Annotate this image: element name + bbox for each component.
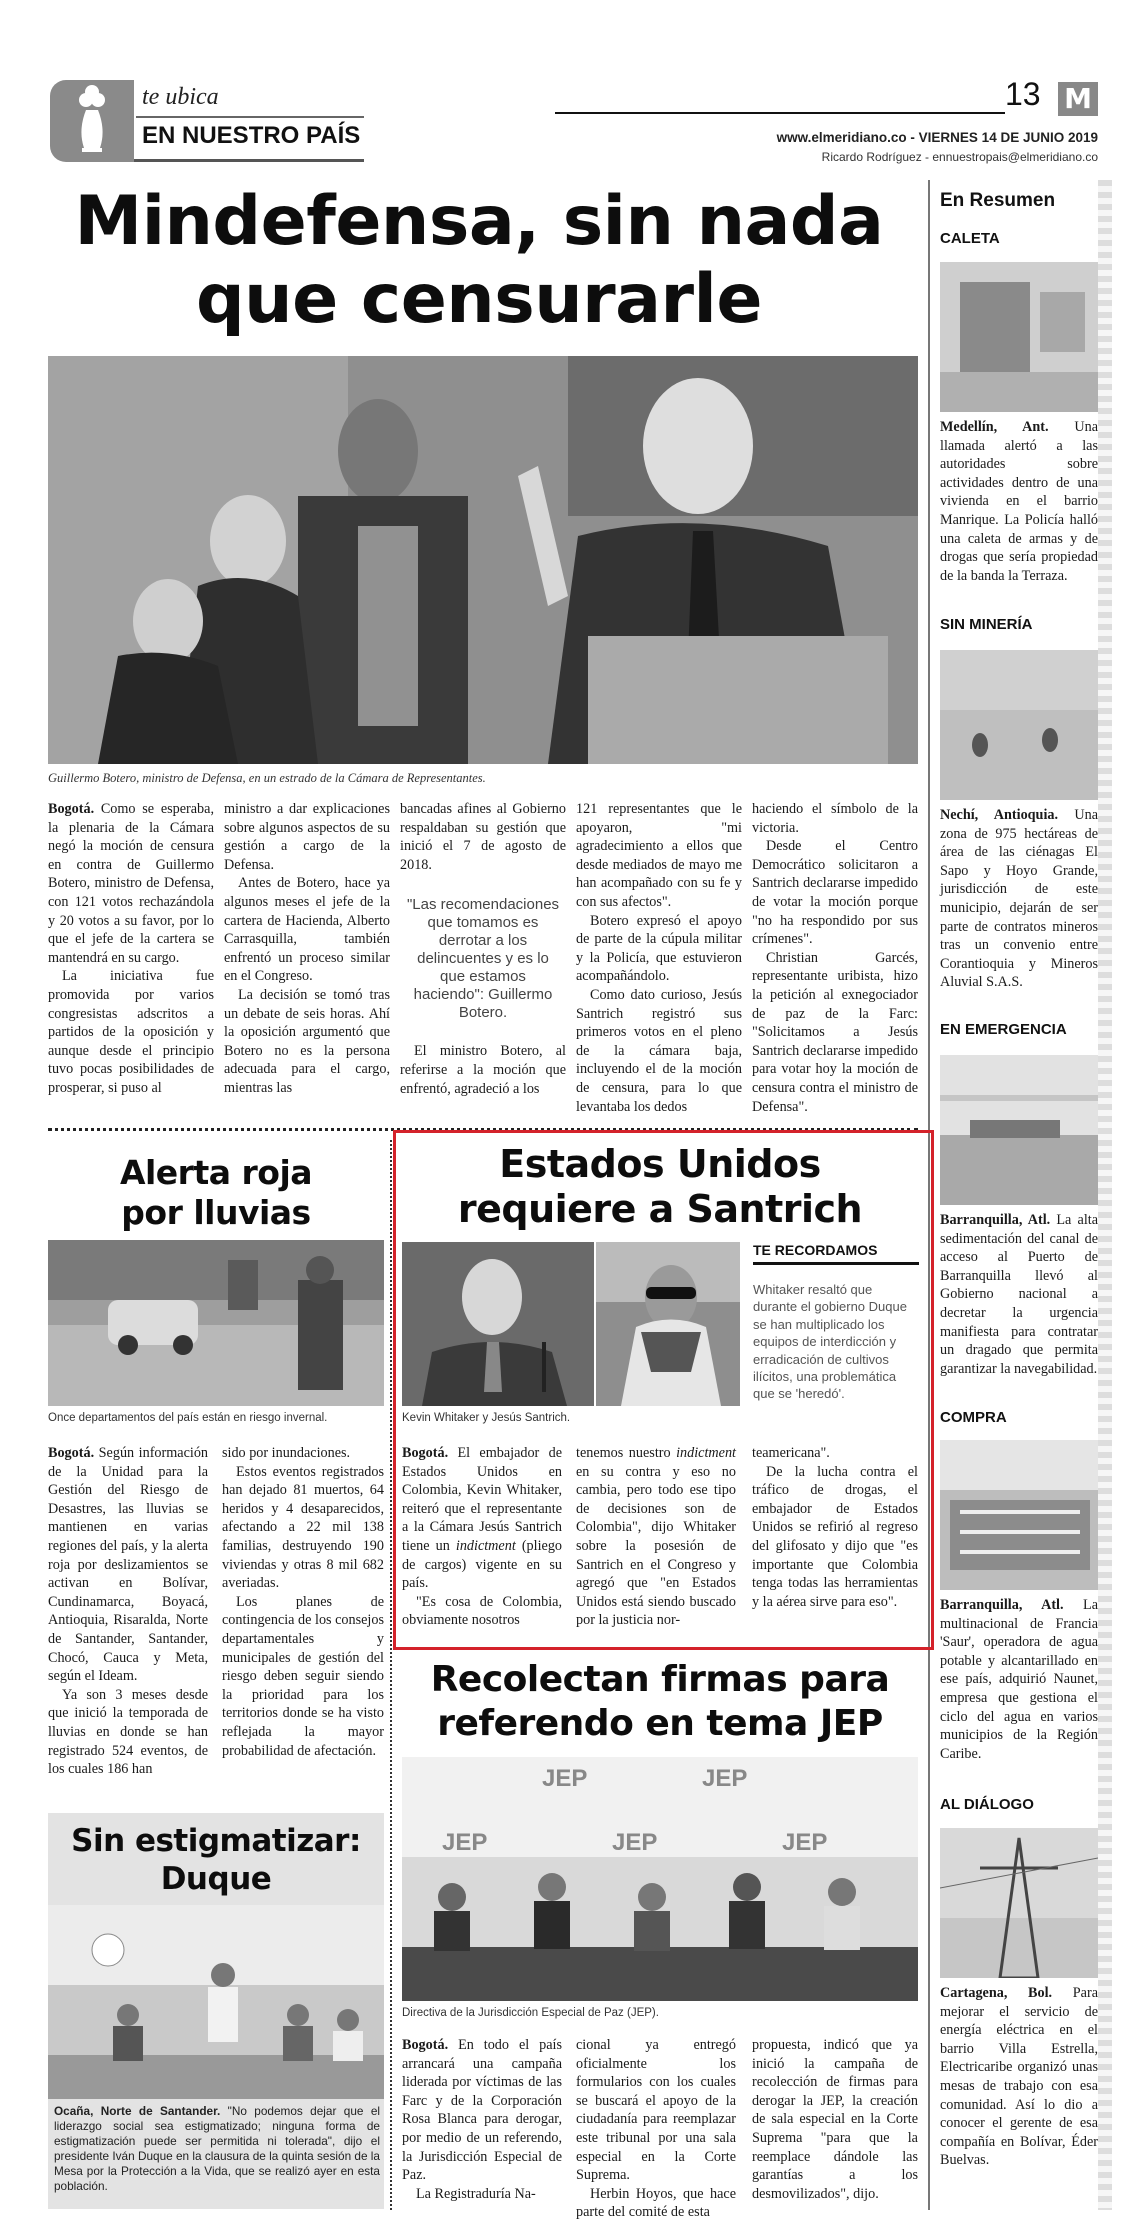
jep-column-2: cional ya entregó oficialmente los formularios con los cuales se buscará el apoyo de la ciudadanía para reemplazar este tribunal por una sala especial en la Corte Suprema. Herbin Hoyos, que hace parte del comité de esta [576,2037,736,2221]
santrich-column-3: teamericana". De la lucha contra el tráfico de drogas, el embajador de Estados Unidos se refirió al regreso del glifosato y dijo que "es importante que Colombia tenga todas las herramientas y la aérea sirve para eso". [752,1445,918,1610]
jep-banner-text: JEP [702,1765,748,1792]
sidebar-item-caleta-label: CALETA [940,230,1000,247]
column-divider [390,1140,392,2210]
page-number: 13 [1005,76,1041,112]
duque-caption: Ocaña, Norte de Santander. "No podemos dejar que el liderazgo social sea estigmatizado; ninguna forma de estigmatización puede ser permitida ni tolerada", dijo el presidente Iván Duque en la clausura de la quinta sesión de la Mesa por la Protección a la Vida, que se realizó ayer en esta población. [54,2104,380,2193]
jep-photo [402,1757,918,2001]
jep-caption: Directiva de la Jurisdicción Especial de Paz (JEP). [402,2007,659,2019]
section-kicker: te ubica [142,84,219,110]
sidebar-item-mineria-label: SIN MINERÍA [940,616,1033,633]
jep-headline: Recolectan firmas para referendo en tema JEP [430,1659,890,1744]
main-column-3: bancadas afines al Gobierno respaldaban su gestión que inició el 7 de agosto de 2018. "Las recomendaciones que tomamos es derrotar a los delincuentes y es lo que estamos haciendo": Guillermo Botero. El ministro Botero, al referirse a la moción que enfrentó, agradeció a los [400,801,566,1097]
jep-banner-text: JEP [612,1829,658,1856]
alerta-headline: Alerta roja por lluvias [119,1153,313,1232]
sidebar-item-compra-photo [940,1440,1098,1590]
brand-mark: M [1058,82,1098,116]
te-recordamos-text: Whitaker resaltó que durante el gobierno Duque se han multiplicado los equipos de interdicción y erradicación de cultivos ilícitos, una problemática que se 'heredó'. [753,1282,907,1402]
sidebar-item-caleta-photo [940,262,1098,412]
main-column-1: Bogotá. Como se esperaba, la plenaria de la Cámara negó la moción de censura en contra de Guillermo Botero, ministro de Defensa, con 121 votos rechazándola y 20 votos a su favor, por lo que el jefe de la cartera se mantendrá en su cargo. La iniciativa fue promovida por varios congresistas adscritos a partidos de la oposición y aunque desde el principio tuvo pocas posibilidades de prosperar, si puso al [48,801,214,1096]
te-recordamos-sidebar [753,1242,919,1403]
header-rule [555,112,1005,114]
site-date: www.elmeridiano.co - VIERNES 14 DE JUNIO 2019 [776,130,1098,145]
vase-logo-icon [50,80,134,162]
alerta-column-2: sido por inundaciones. Estos eventos registrados han dejado 81 muertos, 64 heridos y 4 desaparecidos, afectando a 22 mil 138 familias, destruyendo 190 viviendas y otras 8 mil 682 averiadas. Los planes de contingencia de los consejos departamentales y municipales de gestión del riesgo deben seguir siendo la prioridad para los territorios donde se ha visto reflejada la mayor probabilidad de afectación. [222,1445,384,1759]
sidebar-pattern [1098,180,1112,2210]
main-column-2: ministro a dar explicaciones sobre algunos aspectos de su gestión a cargo de la Defensa. Antes de Botero, hace ya algunos meses el jefe de la cartera de Hacienda, Alberto Carrasquilla, también enfrentó un proceso similar en el Congreso. La decisión se tomó tras un debate de seis horas. Ahí la oposición argumentó que Botero no es la persona adecuada para el cargo, mientras las [224,801,390,1096]
jep-banner-text: JEP [442,1829,488,1856]
editor-line: Ricardo Rodríguez - ennuestropais@elmeridiano.co [821,150,1098,164]
sidebar-item-dialogo-photo [940,1828,1098,1978]
sidebar-item-compra-label: COMPRA [940,1409,1007,1426]
jep-column-3: propuesta, indicó que ya inició la campaña de recolección de firmas para derogar la JEP, la creación de sala especial en la Corte Suprema "para que la reemplace dándole las garantías a los desmovilizados", dijo. [752,2037,918,2202]
santrich-column-2: tenemos nuestro indictment en su contra y eso no cambia, pero todo ese tipo de decisiones son de Colombia", dijo Whitaker sobre la posesión de Santrich en el Congreso y agregó que "en Estados Unidos está siendo buscado por la justicia nor- [576,1445,736,1629]
alerta-column-1: Bogotá. Según información de la Unidad para la Gestión del Riesgo de Desastres, las lluvias se mantienen en varias regiones del país, y la alerta roja por deslizamientos se activan en Bolívar, Cundinamarca, Boyacá, Antioquia, Risaralda, Norte de Santander, Santander, Chocó, Cauca y Meta, según el Ideam. Ya son 3 meses desde que inició la temporada de lluvias en donde se han registrado 524 eventos, de los cuales 186 han [48,1445,209,1778]
te-recordamos-title: TE RECORDAMOS [753,1242,919,1265]
sidebar-item-compra-text: Barranquilla, Atl. La multinacional de Francia 'Saur', operadora de agua potable y alcantarillado en ese país, adquirió Naunet, empresa que gestiona el ciclo del agua en varios municipios de la Región Caribe. [940,1597,1098,1762]
whitaker-photo [402,1242,594,1406]
sidebar-item-mineria-photo [940,650,1098,800]
duque-photo [48,1905,384,2099]
main-column-5: haciendo el símbolo de la victoria. Desde el Centro Democrático solicitaron a Santrich declararse impedido de votar la moción porque "no ha respondido por sus crímenes". Christian Garcés, representante uribista, hizo la petición al exnegociador de paz de la Farc: "Solicitamos a Jesús Santrich declararse impedido para votar hoy la moción de censura contra el ministro de Defensa". [752,801,918,1115]
santrich-headline: Estados Unidos requiere a Santrich [457,1142,863,1231]
jep-column-1: Bogotá. En todo el país arrancará una campaña liderada por víctimas de las Farc y de la Corporación Rosa Blanca para derogar, por medio de un referendo, la Jurisdicción Especial de Paz. La Registraduría Na- [402,2037,562,2202]
jep-banner-text: JEP [542,1765,588,1792]
sidebar-item-emergencia-text: Barranquilla, Atl. La alta sedimentación del canal de acceso al Puerto de Barranquilla llevó al Gobierno nacional a decretar la urgencia manifiesta para contratar un dragado que permita garantizar la navegabilidad. [940,1212,1098,1377]
main-headline: Mindefensa, sin nada que censurarle [74,182,884,339]
santrich-photo [596,1242,740,1406]
main-photo [48,356,918,764]
santrich-column-1: Bogotá. El embajador de Estados Unidos en Colombia, Kevin Whitaker, reiteró que el representante a la Cámara Jesús Santrich tiene un indictment (pliego de cargos) vigente en su país. "Es cosa de Colombia, obviamente nosotros [402,1445,563,1629]
sidebar-title: En Resumen [940,190,1056,211]
pull-quote: "Las recomendaciones que tomamos es derrotar a los delincuentes y es lo que estamos haciendo": Guillermo Botero. [406,896,560,1022]
santrich-caption: Kevin Whitaker y Jesús Santrich. [402,1412,571,1424]
duque-headline: Sin estigmatizar: Duque [71,1823,361,1897]
sidebar-item-caleta-text: Medellín, Ant. Una llamada alertó a las autoridades sobre actividades dentro de una vivienda en el barrio Manrique. La Policía halló una caleta de armas y de drogas que sería propiedad de la banda la Terraza. [940,419,1098,584]
jep-banner-text: JEP [782,1829,828,1856]
alerta-caption: Once departamentos del país están en riesgo invernal. [48,1412,328,1424]
section-title: EN NUESTRO PAÍS [142,122,361,149]
sidebar-item-emergencia-photo [940,1055,1098,1205]
main-column-4: 121 representantes que le apoyaron, "mi agradecimiento a ellos que desde mediados de mayo me han acompañado con su fe y con sus afectos". Botero expresó el apoyo de parte de la cúpula militar y la Policía, que estuvieron acompañándolo. Como dato curioso, Jesús Santrich registró sus primeros votos en el pleno de la cámara baja, incluyendo el de la moción de censura, para lo que levantaba los dedos [576,801,742,1115]
main-photo-caption: Guillermo Botero, ministro de Defensa, en un estrado de la Cámara de Representantes. [48,771,486,785]
alerta-photo [48,1240,384,1406]
sidebar-item-emergencia-label: EN EMERGENCIA [940,1021,1067,1038]
sidebar-item-dialogo-label: AL DIÁLOGO [940,1796,1034,1813]
sidebar-item-mineria-text: Nechí, Antioquia. Una zona de 975 hectáreas de área de las ciénagas El Sapo y Hoyo Grande, jurisdicción de este municipio, dejarán de ser parte de contratos mineros tras un convenio entre Corantioquia y Mineros Aluvial S.A.S. [940,807,1098,991]
sidebar-item-dialogo-text: Cartagena, Bol. Para mejorar el servicio de energía eléctrica en el barrio Villa Estrella, Electricaribe organizó unas mesas de trabajo con esa comunidad. Así lo dio a conocer el gerente de esa compañía en Bolívar, Éder Buelvas. [940,1985,1098,2169]
section-tab [50,80,134,162]
